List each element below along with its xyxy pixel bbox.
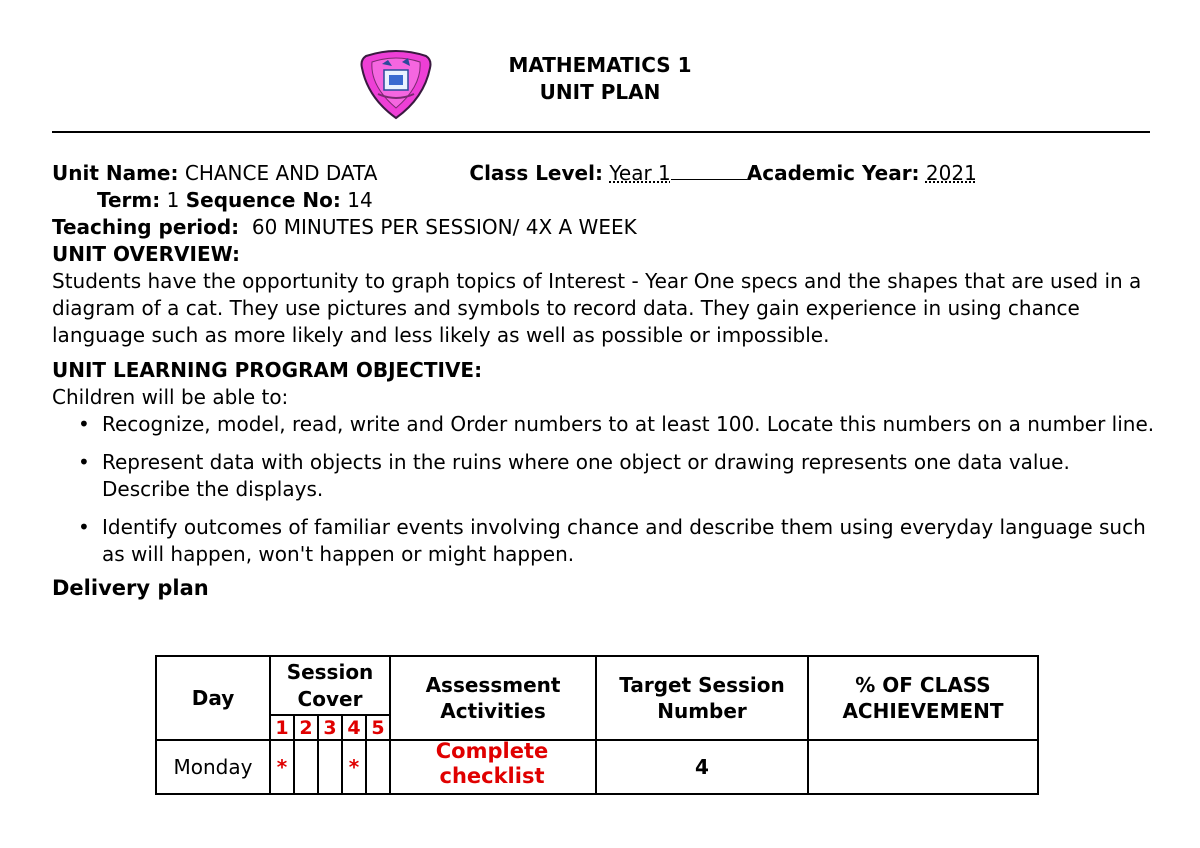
sequence-value: 14 xyxy=(347,188,373,212)
session-cell-4: * xyxy=(342,740,366,794)
class-level-value: Year 1 xyxy=(609,161,671,185)
objective-text: Represent data with objects in the ruins where one object or drawing represents one data value. Describe the displays. xyxy=(102,450,1070,501)
session-number-3: 3 xyxy=(318,715,342,740)
term-label: Term: xyxy=(97,188,161,212)
class-level-blank xyxy=(671,161,747,180)
document-title xyxy=(420,52,780,106)
delivery-plan-table xyxy=(155,655,1039,795)
overview-heading: UNIT OVERVIEW: xyxy=(52,242,241,266)
col-header-achievement: % OF CLASS ACHIEVEMENT xyxy=(808,656,1038,740)
session-cell-2 xyxy=(294,740,318,794)
session-number-5: 5 xyxy=(366,715,390,740)
table-row xyxy=(156,740,1038,794)
overview-text: Students have the opportunity to graph topics of Interest - Year One specs and the shapes that are used in a diagram of a cat. They use pictures and symbols to record data. They gain experience in using chance language such as more likely and less likely as well as possible or impossible. xyxy=(52,269,1142,347)
academic-year-value: 2021 xyxy=(925,161,977,185)
teaching-period-line xyxy=(52,214,1162,241)
delivery-plan-heading: Delivery plan xyxy=(52,576,209,600)
header-divider xyxy=(52,131,1150,133)
session-cell-1: * xyxy=(270,740,294,794)
teaching-period-value: 60 MINUTES PER SESSION/ 4X A WEEK xyxy=(251,215,637,239)
col-header-assessment: Assessment Activities xyxy=(390,656,596,740)
doc-type-title: UNIT PLAN xyxy=(539,80,661,104)
achievement-cell xyxy=(808,740,1038,794)
objective-text: Recognize, model, read, write and Order numbers to at least 100. Locate this numbers on a number line. xyxy=(102,412,1155,436)
session-number-4: 4 xyxy=(342,715,366,740)
col-header-session-cover: Session Cover xyxy=(270,656,390,715)
term-value: 1 xyxy=(166,188,180,212)
list-item xyxy=(52,514,1162,568)
unit-info-line-2 xyxy=(52,187,1162,214)
session-cell-3 xyxy=(318,740,342,794)
objectives-heading: UNIT LEARNING PROGRAM OBJECTIVE: xyxy=(52,358,483,382)
col-header-day: Day xyxy=(156,656,270,740)
subject-title: MATHEMATICS 1 xyxy=(508,53,692,77)
class-level-label: Class Level: xyxy=(469,161,603,185)
unit-name-value: CHANCE AND DATA xyxy=(184,161,378,185)
academic-year-label: Academic Year: xyxy=(746,161,920,185)
objectives-list xyxy=(52,411,1162,568)
bullet-icon: • xyxy=(78,515,90,539)
session-number-2: 2 xyxy=(294,715,318,740)
bullet-icon: • xyxy=(78,412,90,436)
objectives-intro: Children will be able to: xyxy=(52,385,289,409)
target-cell: 4 xyxy=(596,740,808,794)
assessment-text: Complete checklist xyxy=(435,739,549,788)
unit-plan-body xyxy=(52,160,1162,602)
list-item xyxy=(52,411,1162,438)
bullet-icon: • xyxy=(78,450,90,474)
unit-info-line-1 xyxy=(52,160,1162,187)
session-number-1: 1 xyxy=(270,715,294,740)
objective-text: Identify outcomes of familiar events involving chance and describe them using everyday language such as will happen, won't happen or might happen. xyxy=(102,515,1146,566)
assessment-cell xyxy=(390,740,596,794)
day-cell: Monday xyxy=(156,740,270,794)
unit-name-label: Unit Name: xyxy=(52,161,179,185)
sequence-label: Sequence No: xyxy=(185,188,341,212)
table-header-row xyxy=(156,656,1038,715)
teaching-period-label: Teaching period: xyxy=(52,215,240,239)
col-header-target: Target Session Number xyxy=(596,656,808,740)
list-item xyxy=(52,449,1162,503)
